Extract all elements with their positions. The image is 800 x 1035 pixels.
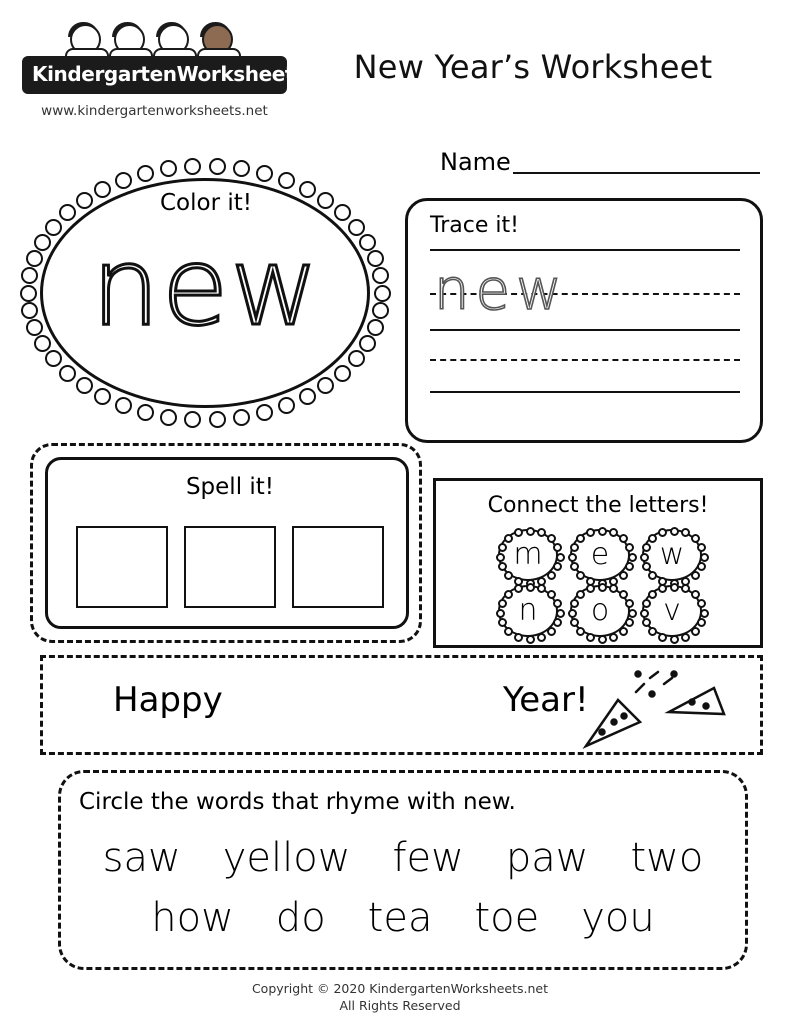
connect-letters-section — [433, 478, 763, 648]
trace-it-label: Trace it! — [430, 213, 519, 238]
scallop-dot — [648, 571, 657, 580]
spell-it-section — [30, 443, 422, 643]
trace-rule-mid-2 — [430, 359, 740, 361]
scallop-dot — [570, 599, 579, 608]
scallop-dot — [697, 543, 706, 552]
scallop-dot — [598, 583, 607, 592]
scallop-dot — [670, 527, 679, 536]
scallop-dot — [553, 618, 562, 627]
scallop-dot — [209, 411, 226, 428]
scallop-dot — [642, 599, 651, 608]
rhyme-word[interactable]: two — [630, 835, 704, 881]
scallop-dot — [547, 534, 556, 543]
letter-bubble-o[interactable]: o — [570, 585, 630, 637]
scallop-dot — [115, 172, 132, 189]
scallop-dot — [553, 599, 562, 608]
scallop-dot — [496, 609, 505, 618]
year-suffix-label: Year! — [503, 680, 589, 720]
scallop-dot — [526, 583, 535, 592]
scallop-dot — [504, 627, 513, 636]
scallop-dot — [700, 553, 709, 562]
scallop-dot — [625, 562, 634, 571]
happy-new-year-section — [40, 655, 763, 755]
scallop-dot — [334, 204, 351, 221]
page-title: New Year’s Worksheet — [353, 48, 713, 86]
spell-it-label: Spell it! — [185, 474, 275, 500]
scallop-dot — [570, 562, 579, 571]
happy-prefix-label: Happy — [113, 680, 223, 720]
scallop-dot — [598, 635, 607, 644]
scallop-dot — [640, 553, 649, 562]
scallop-dot — [359, 335, 376, 352]
scallop-dot — [115, 397, 132, 414]
scallop-dot — [625, 618, 634, 627]
site-url: www.kindergartenworksheets.net — [41, 103, 268, 119]
scallop-dot — [697, 562, 706, 571]
letter-bubble-e[interactable]: e — [570, 529, 630, 581]
scallop-dot — [317, 377, 334, 394]
scallop-dot — [504, 590, 513, 599]
scallop-dot — [34, 335, 51, 352]
scallop-dot — [648, 534, 657, 543]
scallop-dot — [619, 590, 628, 599]
scallop-dot — [537, 633, 546, 642]
spell-box-1[interactable] — [76, 526, 168, 608]
scallop-dot — [586, 633, 595, 642]
copyright-text: Copyright © 2020 KindergartenWorksheets.net — [251, 981, 549, 996]
rhyme-word-row-1 — [61, 835, 745, 881]
scallop-dot — [576, 590, 585, 599]
scallop-dot — [586, 584, 595, 593]
scallop-dot — [278, 397, 295, 414]
scallop-dot — [359, 234, 376, 251]
scallop-dot — [26, 319, 43, 336]
trace-rule-base-2 — [430, 391, 740, 393]
scallop-dot — [691, 627, 700, 636]
scallop-dot — [556, 609, 565, 618]
scallop-dot — [496, 553, 505, 562]
scallop-dot — [526, 635, 535, 644]
scallop-dot — [184, 158, 201, 175]
scallop-dot — [184, 411, 201, 428]
letter-bubble-n[interactable]: n — [498, 585, 558, 637]
scallop-dot — [537, 528, 546, 537]
scallop-dot — [556, 553, 565, 562]
scallop-dot — [233, 409, 250, 426]
scallop-dot — [642, 562, 651, 571]
scallop-dot — [658, 633, 667, 642]
scallop-dot — [233, 160, 250, 177]
scallop-dot — [697, 618, 706, 627]
scallop-dot — [20, 285, 37, 302]
scallop-dot — [59, 365, 76, 382]
name-field-row — [440, 140, 760, 174]
rhyme-word[interactable]: you — [581, 895, 655, 941]
scallop-dot — [21, 302, 38, 319]
logo-wordmark: KindergartenWorksheets.net — [22, 56, 287, 94]
scallop-dot — [658, 528, 667, 537]
color-it-section — [22, 168, 390, 423]
scallop-dot — [670, 583, 679, 592]
scallop-dot — [625, 599, 634, 608]
scallop-dot — [526, 527, 535, 536]
scallop-dot — [76, 192, 93, 209]
scallop-dot — [94, 388, 111, 405]
scallop-dot — [372, 267, 389, 284]
scallop-dot — [348, 350, 365, 367]
scallop-dot — [570, 618, 579, 627]
rhyme-word[interactable]: yellow — [222, 835, 351, 881]
scallop-dot — [619, 627, 628, 636]
rhyme-instruction: Circle the words that rhyme with new. — [79, 789, 516, 815]
spell-box-3[interactable] — [292, 526, 384, 608]
scallop-dot — [553, 543, 562, 552]
letter-bubble-w[interactable]: w — [642, 529, 702, 581]
scallop-dot — [681, 528, 690, 537]
scallop-dot — [160, 409, 177, 426]
scallop-dot — [504, 534, 513, 543]
scallop-dot — [514, 584, 523, 593]
scallop-dot — [553, 562, 562, 571]
scallop-dot — [547, 627, 556, 636]
scallop-dot — [700, 609, 709, 618]
scallop-dot — [498, 543, 507, 552]
scallop-dot — [609, 633, 618, 642]
scallop-dot — [348, 219, 365, 236]
scallop-dot — [576, 627, 585, 636]
scallop-dot — [670, 635, 679, 644]
spell-box-2[interactable] — [184, 526, 276, 608]
scallop-dot — [367, 319, 384, 336]
scallop-dot — [628, 553, 637, 562]
scallop-dot — [278, 172, 295, 189]
rhyme-word[interactable]: how — [151, 895, 234, 941]
scallop-dot — [504, 571, 513, 580]
party-popper-icon — [574, 666, 744, 750]
rhyme-word[interactable]: paw — [505, 835, 589, 881]
scallop-dot — [648, 627, 657, 636]
trace-it-word[interactable]: new — [434, 258, 568, 323]
rhyme-word[interactable]: few — [392, 835, 464, 881]
scallop-dot — [547, 590, 556, 599]
trace-rule-top-1 — [430, 249, 740, 251]
rhyme-word[interactable]: saw — [102, 835, 181, 881]
name-input[interactable] — [513, 150, 760, 174]
scallop-dot — [681, 633, 690, 642]
scallop-dot — [570, 543, 579, 552]
scallop-dot — [299, 181, 316, 198]
scallop-dot — [498, 562, 507, 571]
scallop-dot — [658, 584, 667, 593]
page-header — [0, 0, 800, 145]
scallop-dot — [576, 571, 585, 580]
scallop-dot — [697, 599, 706, 608]
scallop-dot — [640, 609, 649, 618]
scallop-dot — [299, 388, 316, 405]
scallop-dot — [609, 584, 618, 593]
rhyme-word[interactable]: toe — [474, 895, 540, 941]
rhyme-word[interactable]: do — [275, 895, 326, 941]
scallop-dot — [691, 571, 700, 580]
trace-rule-base-1 — [430, 329, 740, 331]
scallop-dot — [628, 609, 637, 618]
scallop-dot — [256, 404, 273, 421]
scallop-dot — [317, 192, 334, 209]
color-it-word[interactable]: new — [91, 225, 321, 350]
scallop-dot — [498, 618, 507, 627]
scallop-dot — [514, 528, 523, 537]
letter-bubble-v[interactable]: v — [642, 585, 702, 637]
page-footer — [0, 980, 800, 1014]
color-it-label: Color it! — [160, 190, 252, 216]
scallop-dot — [609, 528, 618, 537]
spell-it-inner-border — [45, 457, 409, 629]
letter-bubble-m[interactable]: m — [498, 529, 558, 581]
scallop-dot — [598, 527, 607, 536]
scallop-dot — [568, 553, 577, 562]
scallop-dot — [160, 160, 177, 177]
scallop-dot — [334, 365, 351, 382]
scallop-dot — [76, 377, 93, 394]
scallop-dot — [586, 528, 595, 537]
scallop-dot — [45, 350, 62, 367]
scallop-dot — [619, 571, 628, 580]
scallop-dot — [137, 404, 154, 421]
scallop-dot — [137, 165, 154, 182]
rhyme-word[interactable]: tea — [367, 895, 433, 941]
site-logo[interactable] — [22, 22, 349, 119]
scallop-dot — [625, 543, 634, 552]
scallop-dot — [34, 234, 51, 251]
scallop-dot — [619, 534, 628, 543]
name-label: Name — [440, 148, 511, 176]
scallop-dot — [681, 584, 690, 593]
scallop-dot — [642, 618, 651, 627]
scallop-dot — [45, 219, 62, 236]
scallop-dot — [547, 571, 556, 580]
scallop-dot — [256, 165, 273, 182]
scallop-dot — [537, 584, 546, 593]
scallop-dot — [514, 633, 523, 642]
connect-letters-label: Connect the letters! — [487, 493, 709, 518]
scallop-dot — [372, 302, 389, 319]
rhyme-section — [58, 770, 748, 970]
scallop-dot — [691, 534, 700, 543]
scallop-dot — [498, 599, 507, 608]
scallop-dot — [691, 590, 700, 599]
scallop-dot — [576, 534, 585, 543]
rhyme-word-row-2 — [61, 895, 745, 941]
scallop-dot — [209, 158, 226, 175]
scallop-dot — [568, 609, 577, 618]
scallop-dot — [648, 590, 657, 599]
rights-text: All Rights Reserved — [339, 998, 461, 1013]
scallop-dot — [59, 204, 76, 221]
scallop-dot — [374, 285, 391, 302]
scallop-dot — [642, 543, 651, 552]
happy-blank-input[interactable] — [265, 680, 491, 728]
trace-it-section — [405, 198, 763, 443]
